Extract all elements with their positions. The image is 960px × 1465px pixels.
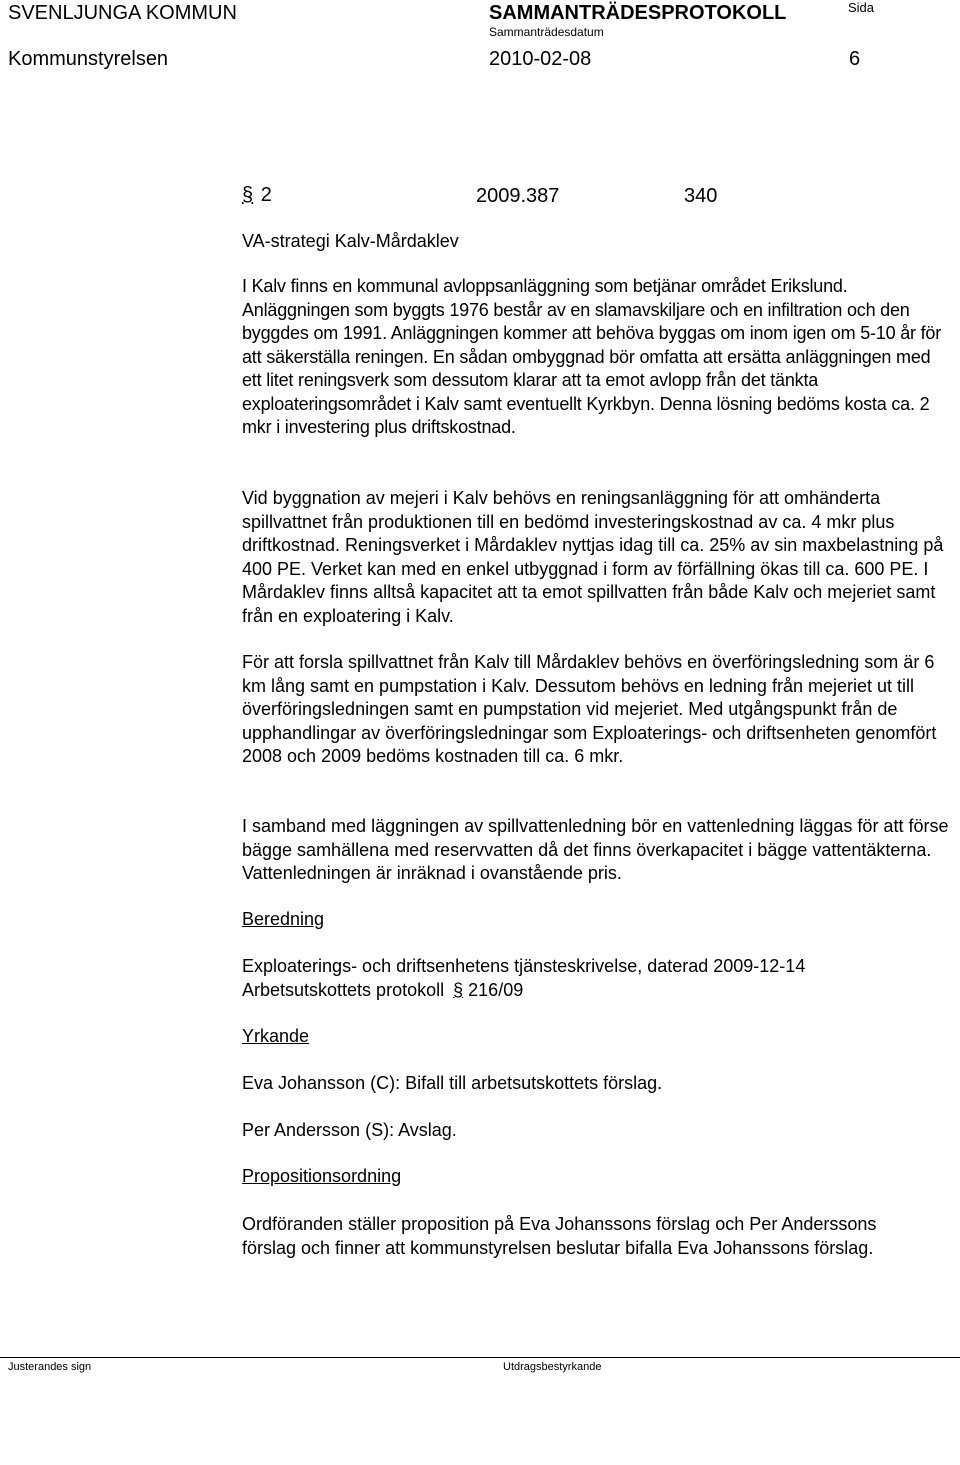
body-paragraph-1: I Kalv finns en kommunal avloppsanläggning som betjänar området Erikslund. Anläggningen som byggts 1976 består av en slamavskiljare och en infiltration och den byggdes om 1991. Anläggningen kommer att behöva byggas om inom igen om 5-10 år för att säkerställa reningen. En sådan ombyggnad bör omfatta att ersätta anläggningen med ett litet reningsverk som dessutom klarar att ta emot avlopp från det tänkta exploateringsområdet i Kalv samt eventuellt Kyrkbyn. Denna lösning bedöms kosta ca. 2 mkr i investering plus driftskostnad. xyxy=(242,276,942,437)
organization-name: SVENLJUNGA KOMMUN xyxy=(8,2,237,24)
footer-justerandes-sign: Justerandes sign xyxy=(8,1361,92,1373)
yrkande-proposal-2: Per Andersson (S): Avslag. xyxy=(242,1120,457,1140)
beredning-line-2-ref: 216/09 xyxy=(468,980,524,1000)
beredning-line-2 xyxy=(242,981,523,999)
yrkande-proposal-1: Eva Johansson (C): Bifall till arbetsutskottets förslag. xyxy=(242,1073,663,1093)
committee-name: Kommunstyrelsen xyxy=(8,48,169,70)
beredning-line-2-text: Arbetsutskottets protokoll xyxy=(242,980,445,1000)
body-paragraph-4: I samband med läggningen av spillvattenledning bör en vattenledning läggas för att förse bägge samhällena med reservvatten då det finns överkapacitet i bägge vattentäkterna. Vattenledningen är inräknad i ovanstående pris. xyxy=(242,816,949,883)
section-mark: § xyxy=(453,980,464,1000)
case-number: 2009.387 xyxy=(476,185,560,207)
section-heading xyxy=(242,185,272,205)
beredning-line-1: Exploaterings- och driftsenhetens tjänsteskrivelse, daterad 2009-12-14 xyxy=(242,956,806,976)
item-title: VA-strategi Kalv-Mårdaklev xyxy=(242,231,459,251)
page-number: 6 xyxy=(849,48,861,70)
propositionsordning-heading: Propositionsordning xyxy=(242,1166,402,1186)
footer-divider xyxy=(0,1357,960,1358)
file-code: 340 xyxy=(684,185,718,207)
propositionsordning-text: Ordföranden ställer proposition på Eva Johanssons förslag och Per Anderssons förslag och finner att kommunstyrelsen beslutar bifalla Eva Johanssons förslag. xyxy=(242,1214,877,1258)
meeting-date: 2010-02-08 xyxy=(489,48,592,70)
body-paragraph-3: För att forsla spillvattnet från Kalv till Mårdaklev behövs en överföringsledning som är 6 km lång samt en pumpstation i Kalv. Dessutom behövs en ledning från mejeriet ut till överföringsledningen samt en pumpstation vid mejeriet. Med utgångspunkt från de upphandlingar av överföringsledningar som Exploaterings- och driftsenheten genomfört 2008 och 2009 bedöms kostnaden till ca. 6 mkr. xyxy=(242,652,937,766)
footer-utdragsbestyrkande: Utdragsbestyrkande xyxy=(503,1361,602,1373)
document-type: SAMMANTRÄDESPROTOKOLL xyxy=(489,2,787,24)
beredning-heading: Beredning xyxy=(242,909,325,929)
body-paragraph-2: Vid byggnation av mejeri i Kalv behövs en reningsanläggning för att omhänderta spillvattnet från produktionen till en bedömd investeringskostnad av ca. 4 mkr plus driftkostnad. Reningsverket i Mårdaklev nyttjas idag till ca. 25% av sin maxbelastning på 400 PE. Verket kan med en enkel utbyggnad i form av förfällning ökas till ca. 600 PE. I Mårdaklev finns alltså kapacitet att ta emot spillvatten från både Kalv och mejeriet samt från en exploatering i Kalv. xyxy=(242,488,944,626)
section-number: 2 xyxy=(260,184,272,206)
section-mark: § xyxy=(242,184,254,206)
date-label: Sammanträdesdatum xyxy=(489,25,604,39)
yrkande-heading: Yrkande xyxy=(242,1026,310,1046)
page-label: Sida xyxy=(848,0,875,15)
